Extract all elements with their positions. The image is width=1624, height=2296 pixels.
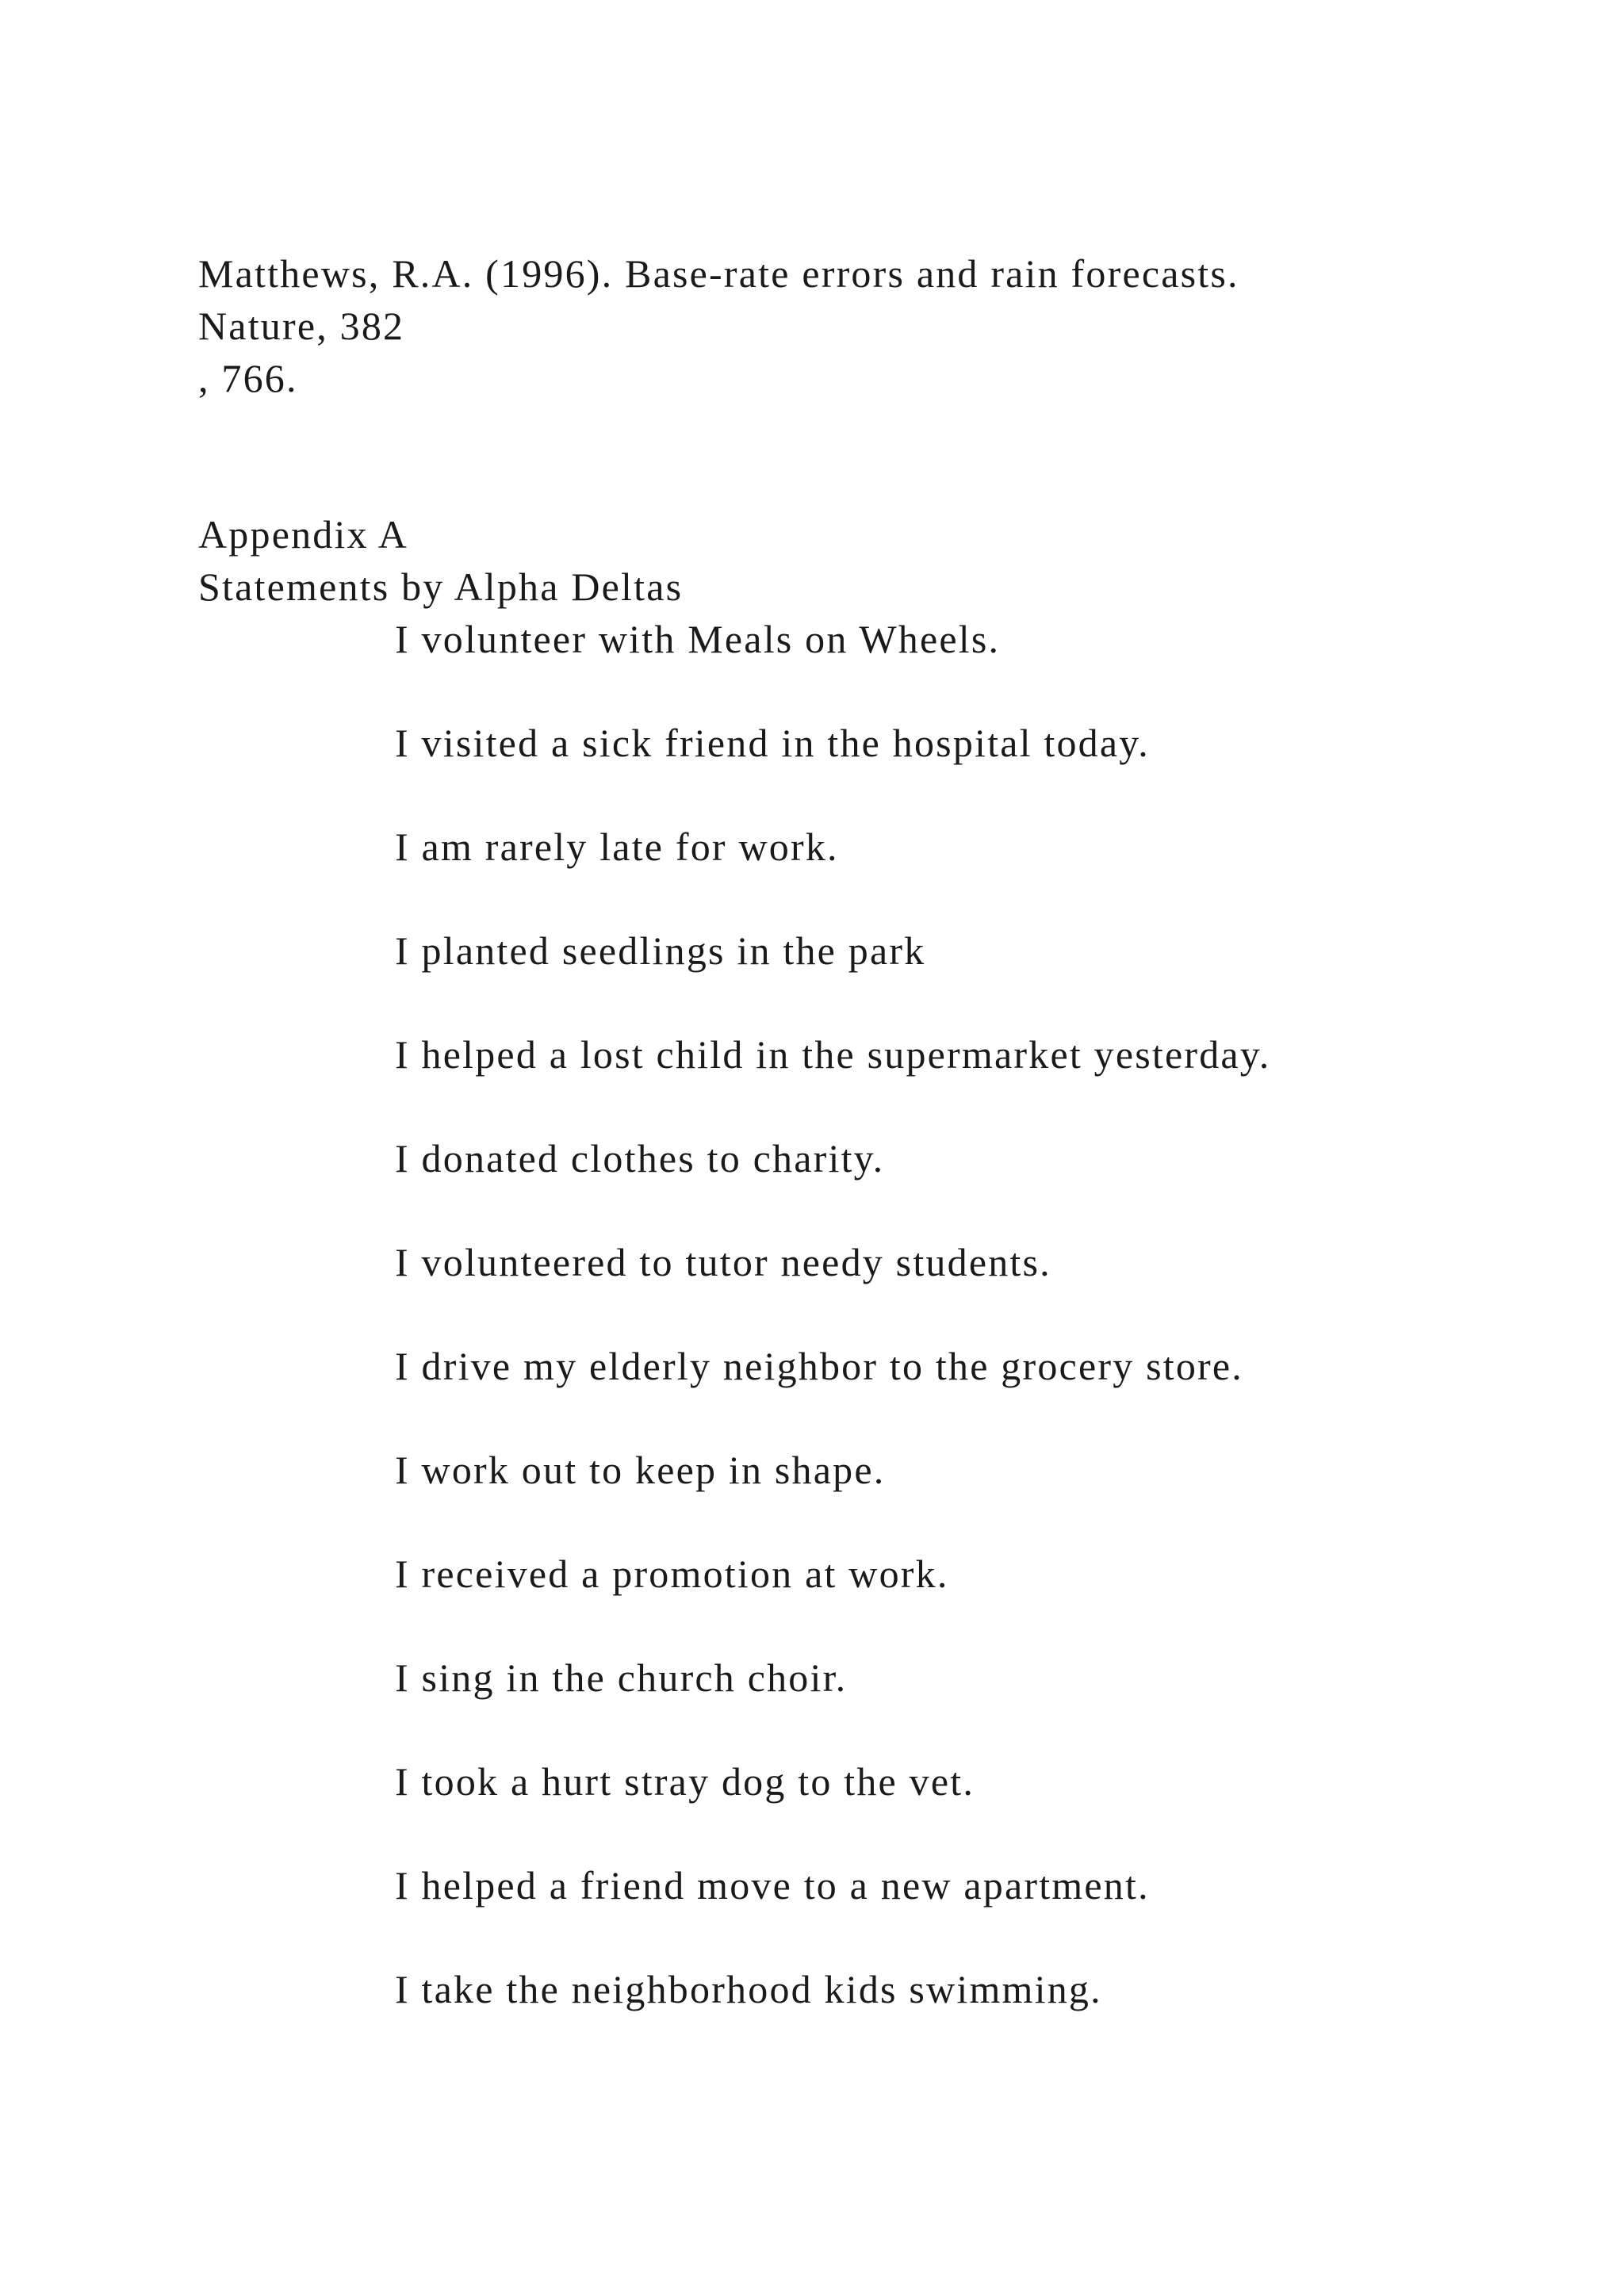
statement-item: I took a hurt stray dog to the vet.	[395, 1759, 975, 1804]
statement-item: I am rarely late for work.	[395, 825, 839, 869]
statement-item: I helped a friend move to a new apartment.	[395, 1863, 1150, 1908]
statement-item: I volunteered to tutor needy students.	[395, 1240, 1051, 1284]
statement-item: I sing in the church choir.	[395, 1655, 848, 1700]
appendix-subheading: Statements by Alpha Deltas	[198, 564, 684, 609]
statement-item: I helped a lost child in the supermarket yesterday.	[395, 1032, 1271, 1077]
statement-item: I work out to keep in shape.	[395, 1448, 886, 1492]
reference-line-1: Matthews, R.A. (1996). Base-rate errors and rain forecasts.	[198, 251, 1239, 296]
statement-item: I visited a sick friend in the hospital today.	[395, 721, 1150, 765]
statement-item: I received a promotion at work.	[395, 1552, 949, 1596]
statement-item: I volunteer with Meals on Wheels.	[395, 617, 1001, 661]
reference-line-2: Nature, 382	[198, 304, 405, 348]
statement-item: I planted seedlings in the park	[395, 928, 926, 973]
statement-item: I take the neighborhood kids swimming.	[395, 1967, 1102, 2011]
reference-line-3: , 766.	[198, 356, 298, 400]
appendix-heading: Appendix A	[198, 512, 409, 557]
statement-item: I donated clothes to charity.	[395, 1136, 885, 1181]
statement-item: I drive my elderly neighbor to the grocery store.	[395, 1344, 1243, 1388]
